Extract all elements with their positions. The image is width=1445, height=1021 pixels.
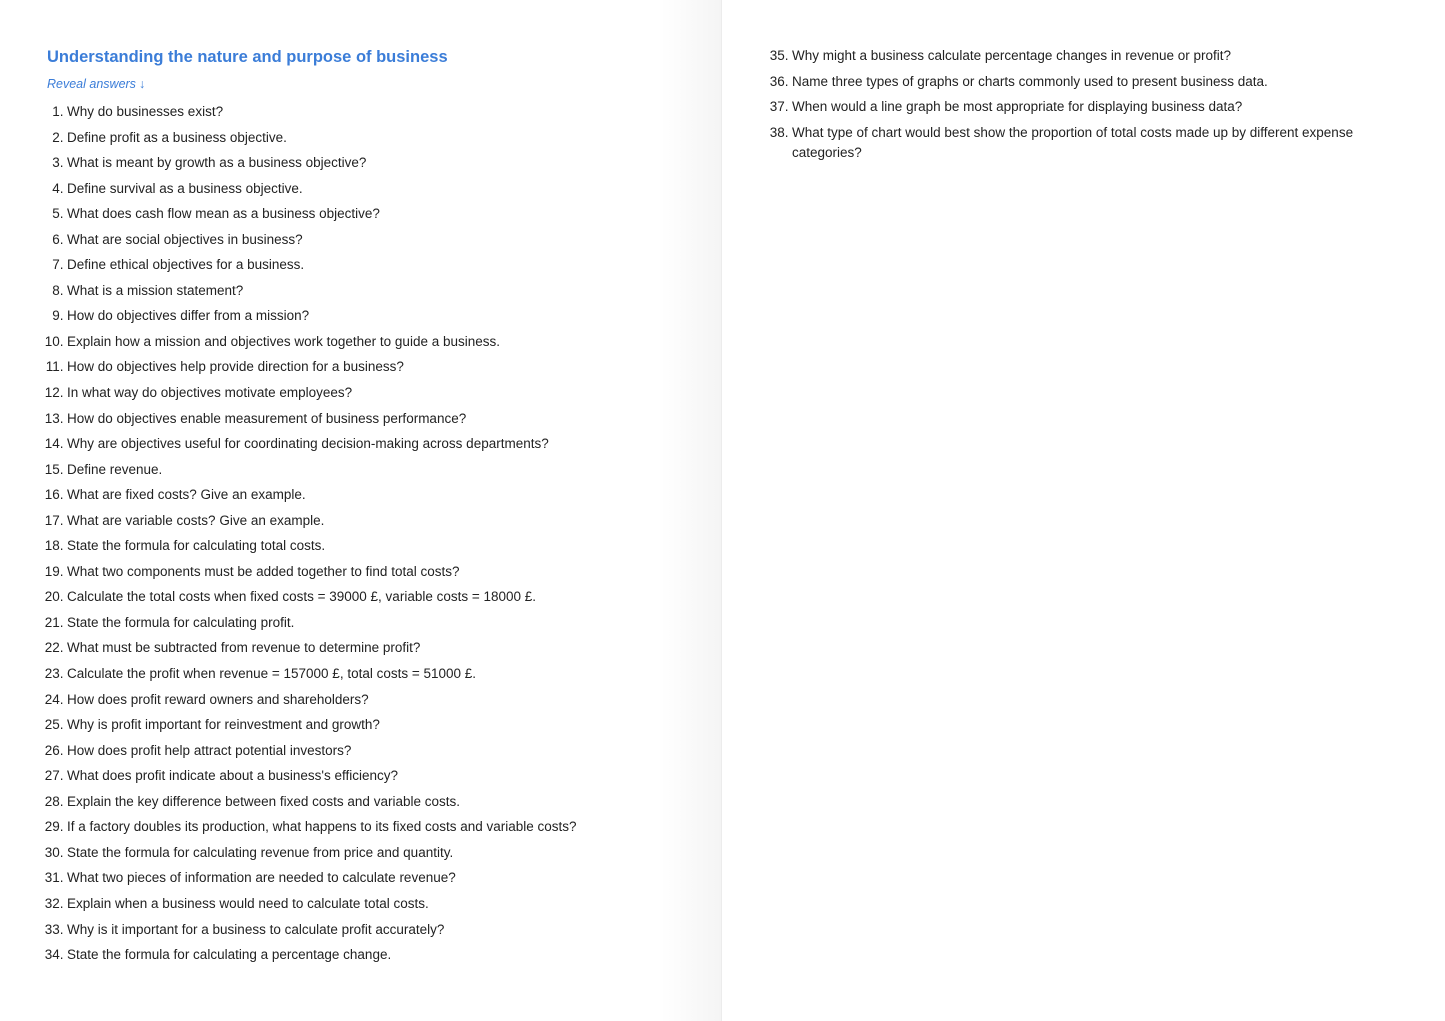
question-text: Why is profit important for reinvestment and growth?: [67, 717, 380, 733]
question-number: 23.: [44, 666, 64, 682]
question-number: 24.: [44, 691, 64, 707]
question-text: Define profit as a business objective.: [67, 129, 287, 145]
question-text: State the formula for calculating revenue from price and quantity.: [67, 844, 454, 860]
question-item: [0, 843, 680, 863]
question-item: [0, 128, 680, 148]
question-text: Explain the key difference between fixed costs and variable costs.: [67, 793, 460, 809]
question-number: 29.: [44, 819, 64, 835]
question-text: What two components must be added together to find total costs?: [67, 563, 460, 579]
question-text: Explain how a mission and objectives work together to guide a business.: [67, 333, 500, 349]
question-number: 5.: [52, 206, 64, 222]
question-number: 14.: [44, 436, 64, 452]
question-number: 37.: [769, 99, 789, 115]
question-text: Why are objectives useful for coordinating decision-making across departments?: [67, 436, 549, 452]
question-item: [0, 690, 680, 710]
question-number: 12.: [44, 385, 64, 401]
question-number: 18.: [44, 538, 64, 554]
question-item: [0, 357, 680, 377]
question-number: 1.: [52, 104, 64, 119]
question-text: Why might a business calculate percentage changes in revenue or profit?: [792, 48, 1232, 63]
question-text: What are variable costs? Give an example.: [67, 512, 325, 528]
question-text: What does profit indicate about a business's efficiency?: [67, 768, 399, 784]
question-number: 6.: [52, 231, 64, 247]
arrow-down-icon: ↓: [138, 77, 146, 91]
question-item: [0, 281, 680, 301]
question-text: What must be subtracted from revenue to determine profit?: [67, 640, 421, 656]
question-text: State the formula for calculating profit.: [67, 614, 295, 630]
question-number: 16.: [44, 487, 64, 503]
question-number: 13.: [44, 410, 64, 426]
question-number: 19.: [44, 563, 64, 579]
question-text: Calculate the profit when revenue = 157000 £, total costs = 51000 £.: [67, 666, 477, 682]
question-item: [0, 230, 680, 250]
question-item: [0, 766, 680, 786]
question-item: [0, 460, 680, 480]
question-number: 30.: [44, 844, 64, 860]
question-number: 26.: [44, 742, 64, 758]
question-text: How do objectives differ from a mission?: [67, 308, 310, 324]
question-item: [0, 817, 680, 837]
question-item: [0, 945, 680, 965]
question-item: [0, 102, 680, 122]
question-item: [0, 562, 680, 582]
question-item: [0, 587, 680, 607]
question-item: [0, 485, 680, 505]
right-page: [722, 0, 1445, 1021]
question-text: What is meant by growth as a business objective?: [67, 155, 367, 171]
question-text: How do objectives enable measurement of business performance?: [67, 410, 467, 426]
question-list-right: [722, 46, 1422, 168]
question-item: [0, 306, 680, 326]
question-item: [0, 920, 680, 940]
question-item: [0, 536, 680, 556]
question-item: [722, 46, 1422, 66]
question-number: 4.: [52, 180, 64, 196]
question-text: State the formula for calculating total costs.: [67, 538, 326, 554]
reveal-answers-label: Reveal answers: [47, 77, 136, 91]
question-item: [0, 741, 680, 761]
question-number: 36.: [769, 73, 789, 89]
question-item: [0, 332, 680, 352]
question-text: Why is it important for a business to calculate profit accurately?: [67, 921, 445, 937]
question-text: How does profit help attract potential investors?: [67, 742, 352, 758]
question-item: [0, 153, 680, 173]
question-text: Why do businesses exist?: [67, 104, 224, 119]
question-number: 27.: [44, 768, 64, 784]
question-item: [722, 72, 1422, 92]
question-text: How do objectives help provide direction for a business?: [67, 359, 404, 375]
question-number: 17.: [44, 512, 64, 528]
question-text: In what way do objectives motivate employees?: [67, 385, 353, 401]
question-item: [0, 715, 680, 735]
question-text: What is a mission statement?: [67, 282, 244, 298]
question-item: [722, 123, 1422, 163]
question-number: 7.: [52, 257, 64, 273]
question-item: [0, 613, 680, 633]
question-item: [0, 638, 680, 658]
question-item: [0, 511, 680, 531]
question-text: Define ethical objectives for a business.: [67, 257, 305, 273]
question-number: 28.: [44, 793, 64, 809]
question-number: 25.: [44, 717, 64, 733]
question-item: [0, 868, 680, 888]
question-text: State the formula for calculating a percentage change.: [67, 947, 392, 963]
question-number: 34.: [44, 947, 64, 963]
question-number: 38.: [769, 124, 789, 140]
question-text: What does cash flow mean as a business objective?: [67, 206, 380, 222]
question-number: 20.: [44, 589, 64, 605]
question-number: 32.: [44, 895, 64, 911]
question-text: What are social objectives in business?: [67, 231, 303, 247]
question-number: 21.: [44, 614, 64, 630]
question-text: When would a line graph be most appropriate for displaying business data?: [792, 99, 1243, 115]
question-number: 10.: [44, 333, 64, 349]
question-list-left: [0, 102, 680, 971]
question-number: 3.: [52, 155, 64, 171]
question-number: 11.: [45, 359, 64, 375]
question-item: [0, 434, 680, 454]
question-number: 22.: [44, 640, 64, 656]
question-text: Define revenue.: [67, 461, 163, 477]
question-item: [0, 204, 680, 224]
question-text: Define survival as a business objective.: [67, 180, 303, 196]
question-item: [0, 894, 680, 914]
page-title: Understanding the nature and purpose of business: [47, 48, 448, 66]
reveal-answers-link[interactable]: [47, 77, 145, 91]
question-number: 35.: [769, 48, 789, 63]
question-text: Calculate the total costs when fixed costs = 39000 £, variable costs = 18000 £.: [67, 589, 537, 605]
question-number: 8.: [52, 282, 64, 298]
question-text: What type of chart would best show the proportion of total costs made up by different expense categories?: [792, 124, 1354, 160]
question-item: [0, 179, 680, 199]
question-text: If a factory doubles its production, what happens to its fixed costs and variable costs?: [67, 819, 577, 835]
question-number: 9.: [52, 308, 64, 324]
question-number: 31.: [44, 870, 64, 886]
question-item: [0, 792, 680, 812]
left-page: [0, 0, 722, 1021]
question-item: [0, 409, 680, 429]
question-number: 33.: [44, 921, 64, 937]
question-number: 15.: [44, 461, 64, 477]
question-text: What two pieces of information are needed to calculate revenue?: [67, 870, 456, 886]
question-text: How does profit reward owners and shareholders?: [67, 691, 369, 707]
question-text: Name three types of graphs or charts commonly used to present business data.: [792, 73, 1268, 89]
question-item: [0, 255, 680, 275]
question-text: What are fixed costs? Give an example.: [67, 487, 306, 503]
question-item: [0, 664, 680, 684]
question-number: 2.: [52, 129, 64, 145]
question-item: [0, 383, 680, 403]
question-text: Explain when a business would need to calculate total costs.: [67, 895, 429, 911]
question-item: [722, 97, 1422, 117]
